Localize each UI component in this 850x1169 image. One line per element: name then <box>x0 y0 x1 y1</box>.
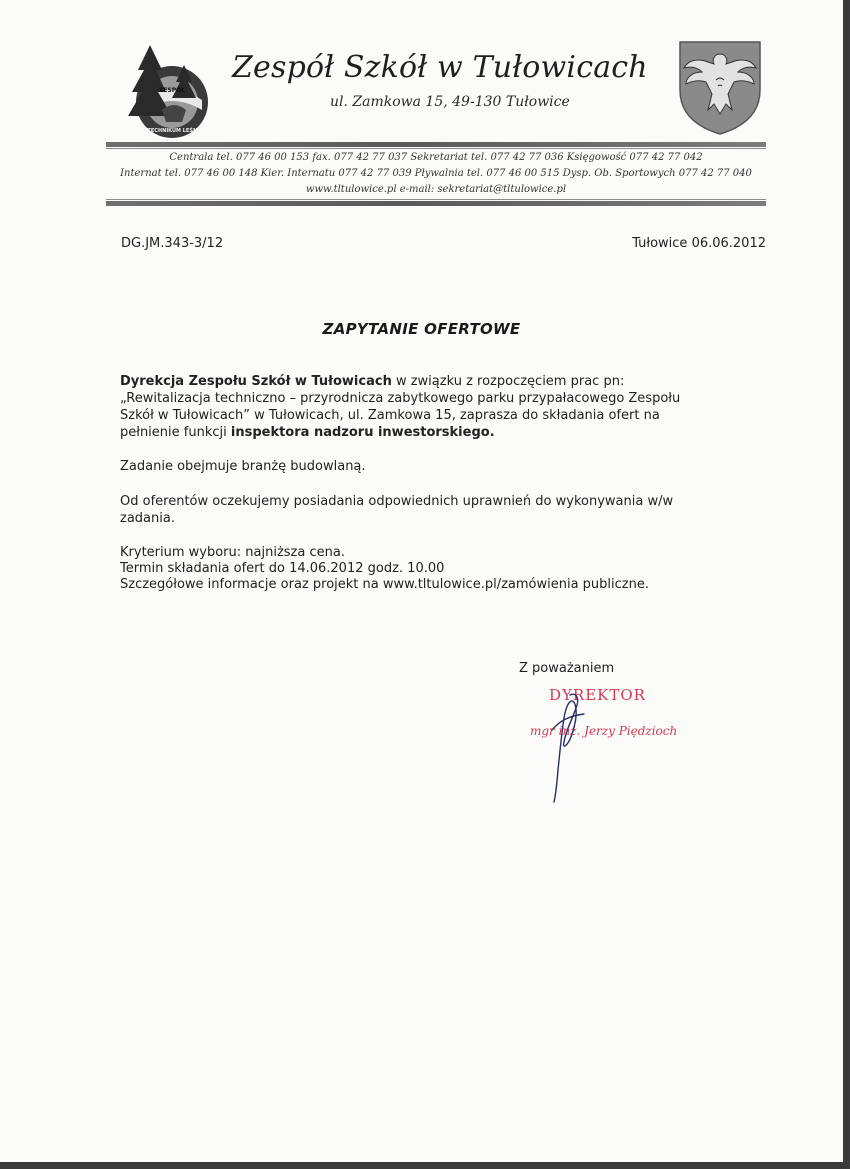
school-address: ul. Zamkowa 15, 49-130 Tułowice <box>330 94 570 110</box>
header-rule-top-thin <box>106 148 766 149</box>
scan-edge-right <box>843 0 850 1169</box>
paragraph-1-line-4 <box>120 425 495 441</box>
coat-of-arms-icon <box>678 40 762 136</box>
document-title: ZAPYTANIE OFERTOWE <box>322 320 521 338</box>
scan-edge-bottom <box>0 1162 850 1169</box>
paragraph-3-line-2: zadania. <box>120 511 175 526</box>
paragraph-1-line-2: „Rewitalizacja techniczno – przyrodnicza zabytkowego parku przypałacowego Zespołu <box>120 391 681 406</box>
paragraph-2: Zadanie obejmuje branżę budowlaną. <box>120 459 366 474</box>
reference-number: DG.JM.343-3/12 <box>121 236 224 251</box>
inspector-role-bold: inspektora nadzoru inwestorskiego. <box>230 425 495 440</box>
school-name-bold: Dyrekcja Zespołu Szkół w Tułowicach <box>120 374 392 389</box>
paragraph-1-line-4-start: pełnienie funkcji <box>120 425 231 440</box>
school-name: Zespół Szkół w Tułowicach <box>232 50 648 85</box>
stamp-title: DYREKTOR <box>549 686 646 704</box>
logo-text-top: ZESPÓŁ <box>158 87 186 94</box>
contact-line-2: Internat tel. 077 46 00 148 Kier. Internatu 077 42 77 039 Pływalnia tel. 077 46 00 515 Dysp. Ob. Sportowych 077 42 77 040 <box>120 168 752 179</box>
paragraph-1-line-1 <box>120 374 624 390</box>
paragraph-1-line-3: Szkół w Tułowicach” w Tułowicach, ul. Zamkowa 15, zaprasza do składania ofert na <box>120 408 660 423</box>
school-logo-icon <box>122 40 217 140</box>
paragraph-4-line-3: Szczegółowe informacje oraz projekt na www.tltulowice.pl/zamówienia publiczne. <box>120 577 649 592</box>
header-rule-top <box>106 142 766 147</box>
contact-line-1: Centrala tel. 077 46 00 153 fax. 077 42 77 037 Sekretariat tel. 077 42 77 036 Księgowość 077 42 77 042 <box>169 152 703 163</box>
logo-text-bottom: TECHNIKUM LEŚNE <box>147 128 201 134</box>
header-rule-bottom <box>106 201 766 206</box>
paragraph-4-line-1: Kryterium wyboru: najniższa cena. <box>120 545 345 560</box>
document-date: Tułowice 06.06.2012 <box>632 236 766 251</box>
paragraph-3-line-1: Od oferentów oczekujemy posiadania odpowiednich uprawnień do wykonywania w/w <box>120 494 674 509</box>
paragraph-4-line-2: Termin składania ofert do 14.06.2012 godz. 10.00 <box>120 561 445 576</box>
handwritten-signature-icon <box>540 690 600 805</box>
closing-phrase: Z poważaniem <box>519 661 615 676</box>
contact-line-3: www.tltulowice.pl e-mail: sekretariat@tltulowice.pl <box>305 184 567 195</box>
stamp-name: mgr inż. Jerzy Piędzioch <box>530 724 678 738</box>
header-rule-bottom-thin <box>106 199 766 200</box>
paragraph-1-line-1-rest: w związku z rozpoczęciem prac pn: <box>391 374 625 389</box>
